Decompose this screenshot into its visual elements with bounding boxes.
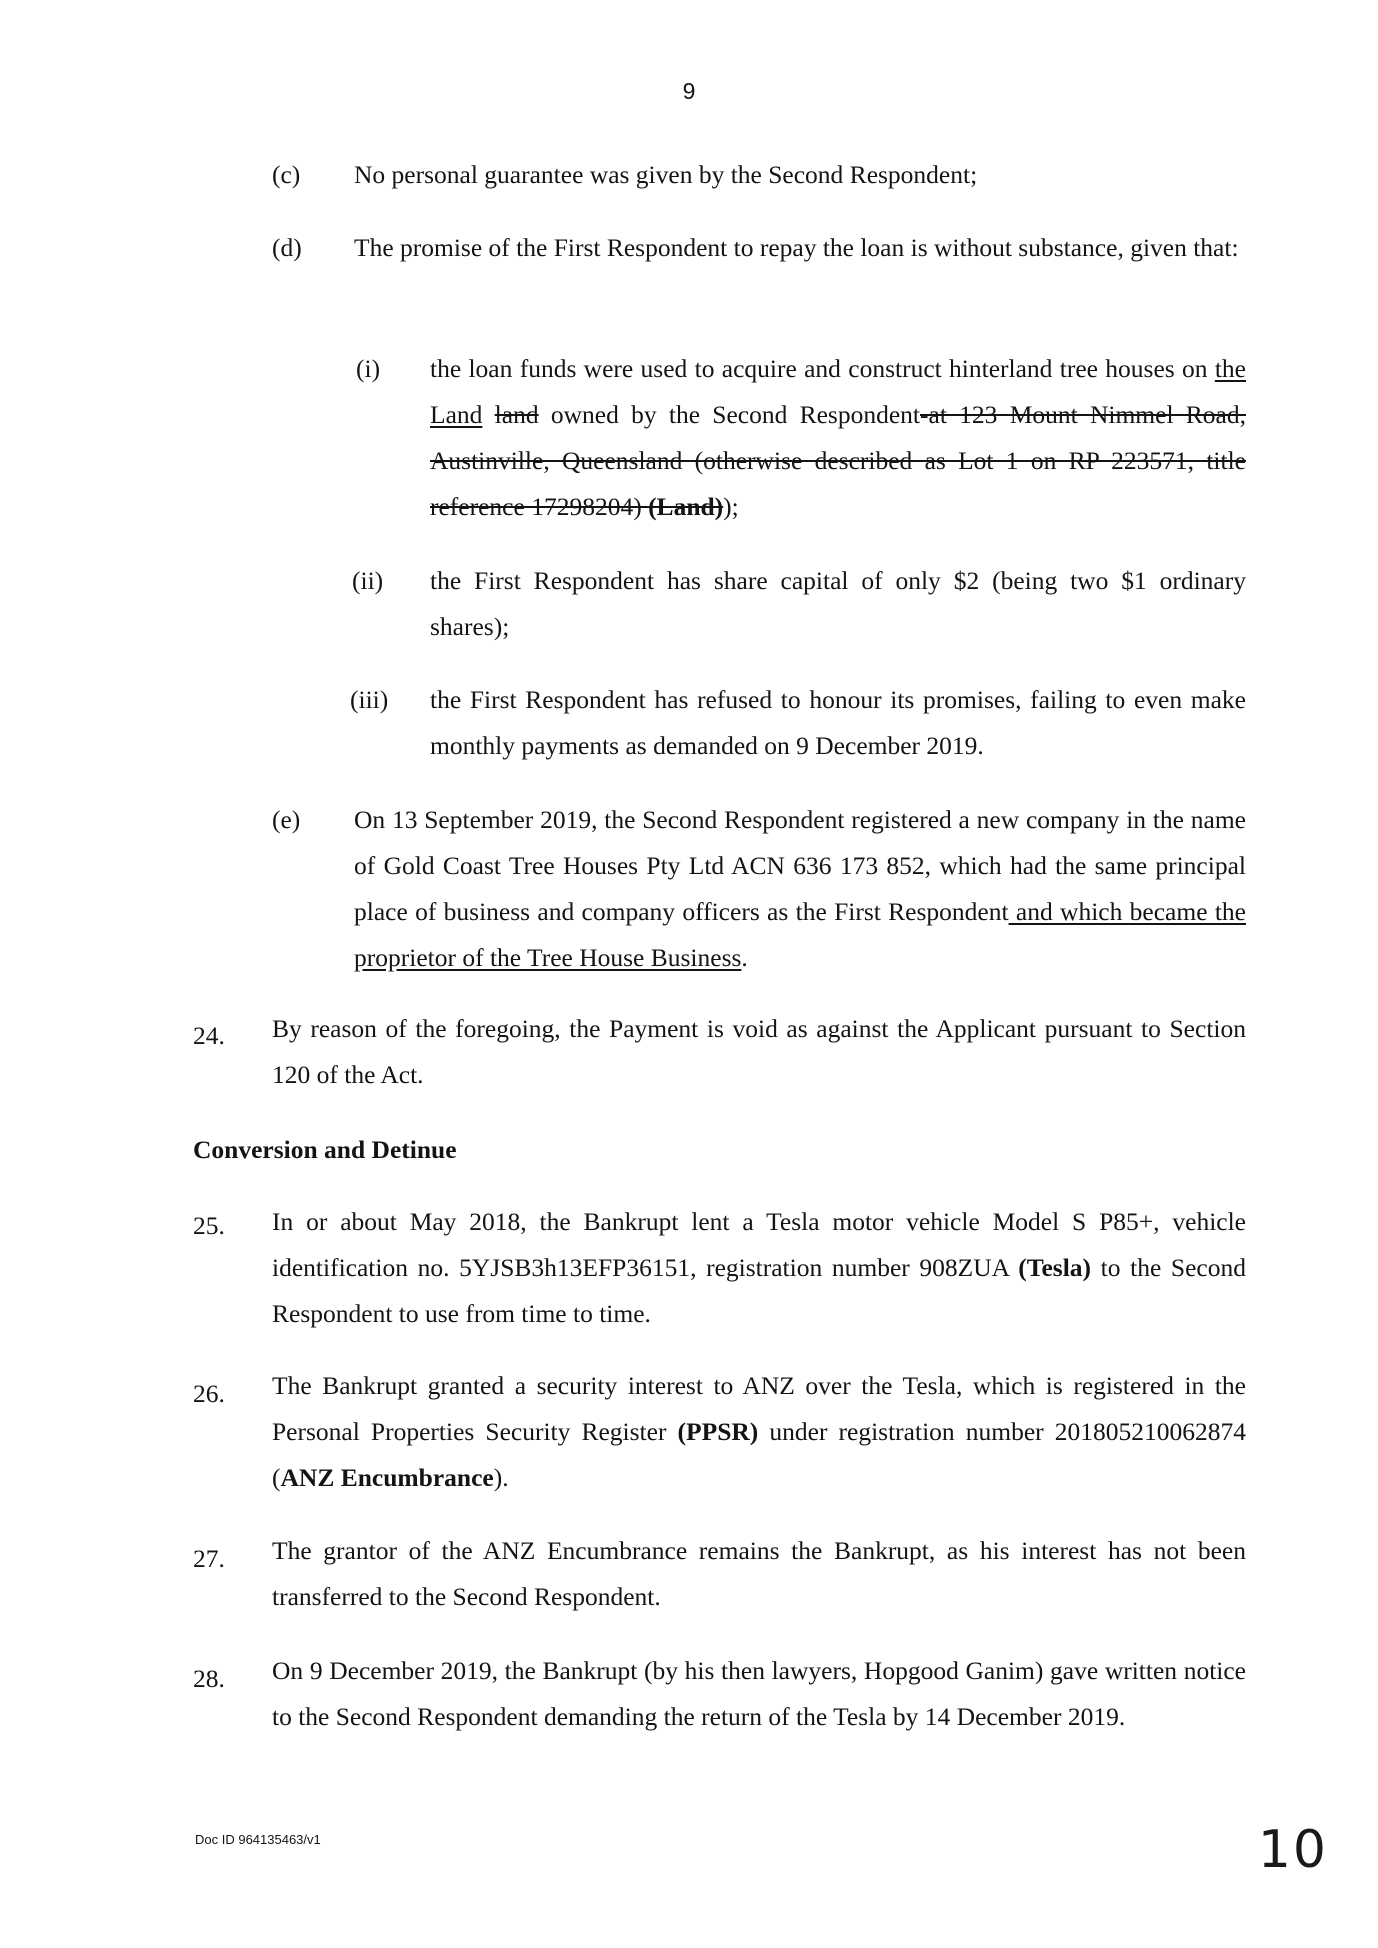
para-text-26 <box>272 1363 1246 1501</box>
handwritten-page-number: 10 <box>1257 1820 1328 1880</box>
defined-term-tesla: (Tesla) <box>1018 1253 1092 1282</box>
item-text-c: No personal guarantee was given by the Second Respondent; <box>354 160 978 189</box>
para-text-28: On 9 December 2019, the Bankrupt (by his then lawyers, Hopgood Ganim) gave written notice to the Second Respondent demanding the return of the Tesla by 14 December 2019. <box>272 1656 1246 1731</box>
item-label-e: (e) <box>272 805 301 834</box>
inserted-text-proprietor: and which became the proprietor of the Tree House Business <box>354 897 1246 972</box>
para-text-27: The grantor of the ANZ Encumbrance remains the Bankrupt, as his interest has not been transferred to the Second Respondent. <box>272 1536 1246 1611</box>
subitem-text-ii: the First Respondent has share capital of only $2 (being two $1 ordinary shares); <box>430 566 1246 641</box>
item-label-d: (d) <box>272 233 302 262</box>
section-heading: Conversion and Detinue <box>193 1135 457 1164</box>
para-25-text1: In or about May 2018, the Bankrupt lent a Tesla motor vehicle Model S P85+, vehicle identification no. 5YJSB3h13EFP36151, registration number 908ZUA <box>272 1207 1246 1282</box>
item-text-e <box>354 797 1246 981</box>
item-e-end: . <box>741 943 748 972</box>
deleted-text-land: land <box>494 400 539 429</box>
para-25-text2: to the Second Respondent to use from time to time. <box>272 1253 1247 1328</box>
para-number-28: 28. <box>193 1664 225 1693</box>
item-label-c: (c) <box>272 160 301 189</box>
item-text-d: The promise of the First Respondent to repay the loan is without substance, given that: <box>354 233 1239 262</box>
defined-term-anz-encumbrance: ANZ Encumbrance <box>280 1463 494 1492</box>
para-number-26: 26. <box>193 1379 225 1408</box>
subitem-text-iii: the First Respondent has refused to honour its promises, failing to even make monthly payments as demanded on 9 December 2019. <box>430 685 1246 760</box>
defined-term-ppsr: (PPSR) <box>677 1417 759 1446</box>
para-26-text3: ). <box>493 1463 509 1492</box>
inserted-text-land: the Land <box>430 354 1246 429</box>
para-number-25: 25. <box>193 1211 225 1240</box>
subitem-label-ii: (ii) <box>352 566 384 595</box>
para-text-25 <box>272 1199 1246 1337</box>
para-26-text1: The Bankrupt granted a security interest to ANZ over the Tesla, which is registered in the Personal Properties Security Register <box>272 1371 1246 1446</box>
subitem-label-i: (i) <box>356 354 381 383</box>
subitem-i-part1: the loan funds were used to acquire and construct hinterland tree houses on <box>430 354 1215 383</box>
para-number-27: 27. <box>193 1544 225 1573</box>
subitem-text-i <box>430 346 1246 530</box>
deleted-text-address: -at 123 Mount Nimmel Road, Austinville, Queensland (otherwise described as Lot 1 on RP 223571, title reference 17298204) <box>430 400 1246 521</box>
item-e-text: On 13 September 2019, the Second Respondent registered a new company in the name of Gold Coast Tree Houses Pty Ltd ACN 636 173 852, which had the same principal place of business and company officers as the First Respondent <box>354 805 1246 926</box>
subitem-i-end: ); <box>723 492 739 521</box>
para-26-text2: under registration number 201805210062874 ( <box>272 1417 1246 1492</box>
subitem-i-part2: owned by the Second Respondent <box>538 400 921 429</box>
deleted-defined-term-land: (Land) <box>648 492 724 521</box>
para-number-24: 24. <box>193 1021 225 1050</box>
doc-id: Doc ID 964135463/v1 <box>195 1832 321 1847</box>
page-number: 9 <box>682 78 696 104</box>
subitem-label-iii: (iii) <box>350 685 389 714</box>
para-text-24: By reason of the foregoing, the Payment is void as against the Applicant pursuant to Section 120 of the Act. <box>272 1014 1246 1089</box>
